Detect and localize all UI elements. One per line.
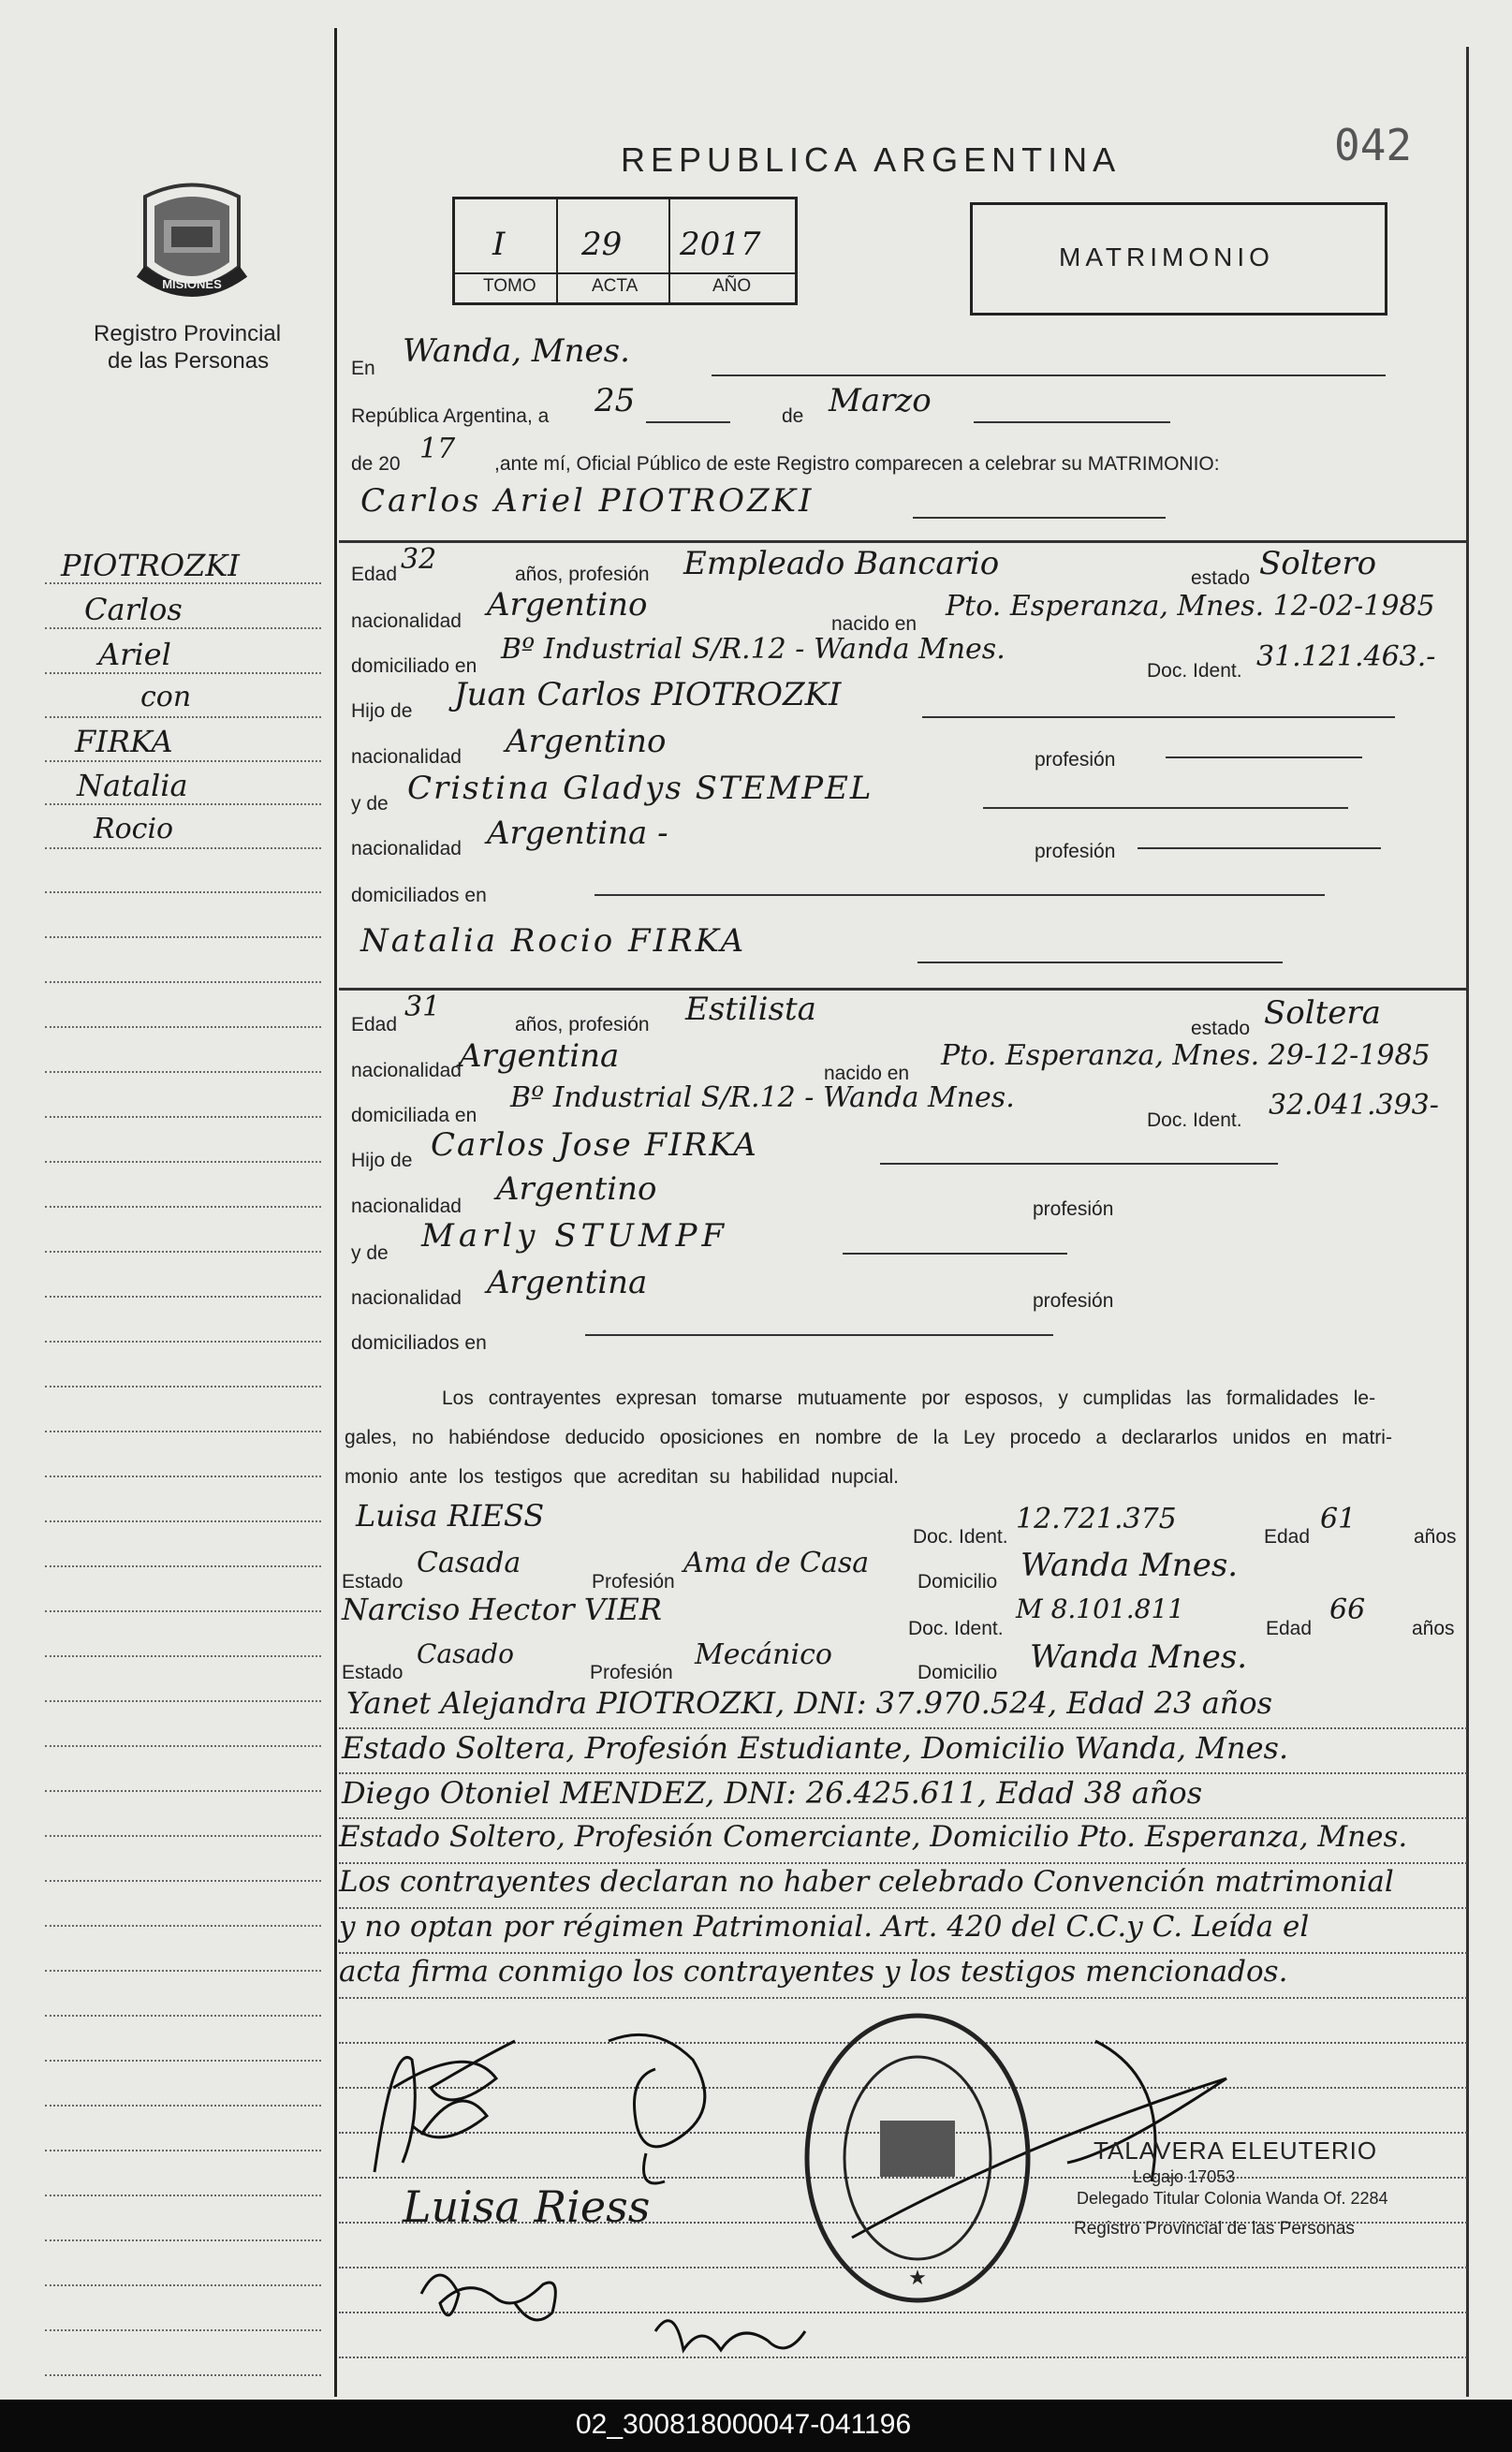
witness-1-profesion: Ama de Casa xyxy=(683,1547,870,1579)
witness-1-estado: Casada xyxy=(417,1547,521,1579)
margin-line xyxy=(45,716,321,718)
note-rule xyxy=(339,2357,1467,2358)
act-type-box xyxy=(970,202,1387,316)
witness-2-estado-label: Estado xyxy=(342,1662,404,1683)
bride-edad: 31 xyxy=(404,991,441,1023)
margin-line xyxy=(45,2374,321,2376)
margin-line xyxy=(45,2060,321,2062)
witness-2-doc-label: Doc. Ident. xyxy=(908,1618,1004,1639)
witness-1-estado-label: Estado xyxy=(342,1571,404,1593)
witness-1-doc-label: Doc. Ident. xyxy=(913,1526,1008,1548)
margin-line xyxy=(45,1026,321,1028)
witness-1-prof-label: Profesión xyxy=(592,1571,675,1593)
margin-line xyxy=(45,1206,321,1208)
margin-name-5: FIRKA xyxy=(75,724,173,759)
margin-line xyxy=(45,1745,321,1747)
place-line xyxy=(712,374,1386,376)
parents-dom-line xyxy=(595,894,1325,896)
groom-nac-label: nacionalidad xyxy=(351,610,462,632)
bride-nac-label: nacionalidad xyxy=(351,1060,462,1081)
note-rule xyxy=(339,1862,1467,1864)
bride-estado-label: estado xyxy=(1191,1018,1251,1039)
margin-line xyxy=(45,936,321,938)
margin-line xyxy=(45,1431,321,1432)
office-line-2: de las Personas xyxy=(108,348,270,374)
bride-yde-label: y de xyxy=(351,1242,389,1264)
margin-line xyxy=(45,2329,321,2331)
margin-line xyxy=(45,1835,321,1837)
bride-dom-label: domiciliada en xyxy=(351,1105,477,1126)
declaration-line-2: gales, no habiéndose deducido oposiciones en nombre de la Ley procedo a declararlos unidos en matri- xyxy=(345,1427,1392,1448)
groom-anos-prof: años, profesión xyxy=(515,564,650,585)
witness-1-domicilio: Wanda Mnes. xyxy=(1020,1547,1239,1584)
act-box xyxy=(452,197,798,305)
margin-line xyxy=(45,2015,321,2017)
bride-name-line xyxy=(917,962,1283,963)
groom-edad-label: Edad xyxy=(351,564,398,585)
country-title: REPUBLICA ARGENTINA xyxy=(621,140,1122,179)
month-value: Marzo xyxy=(829,382,932,419)
bride-mother: Marly STUMPF xyxy=(421,1217,729,1255)
note-rule xyxy=(339,1772,1467,1774)
bride-father-line xyxy=(880,1163,1278,1165)
month-line xyxy=(974,421,1170,423)
bride-parents-dom-line xyxy=(585,1334,1053,1336)
margin-line xyxy=(45,1476,321,1477)
margin-name-2: Carlos xyxy=(84,592,183,627)
margin-line xyxy=(45,1386,321,1388)
office-line-1: Registro Provincial xyxy=(94,321,282,346)
margin-line xyxy=(45,1161,321,1163)
tomo-value: I xyxy=(492,226,506,263)
groom-doc: 31.121.463.- xyxy=(1256,640,1436,673)
witness-2-estado: Casado xyxy=(417,1638,514,1669)
groom-mother: Cristina Gladys STEMPEL xyxy=(407,770,873,807)
father-prof-line xyxy=(1166,756,1362,758)
margin-line xyxy=(45,672,321,674)
note-rule xyxy=(339,1907,1467,1909)
groom-father: Juan Carlos PIOTROZKI xyxy=(454,676,842,713)
day-value: 25 xyxy=(595,382,636,419)
witness-2-doc: M 8.101.811 xyxy=(1016,1593,1185,1624)
groom-nacido-label: nacido en xyxy=(831,613,917,635)
bride-mother-line xyxy=(843,1253,1067,1255)
note-rule xyxy=(339,1952,1467,1954)
groom-estado: Soltero xyxy=(1259,545,1377,582)
groom-nac: Argentino xyxy=(487,586,648,624)
margin-line xyxy=(45,1700,321,1702)
groom-estado-label: estado xyxy=(1191,567,1251,589)
bride-anos-prof: años, profesión xyxy=(515,1014,650,1035)
provincial-seal xyxy=(136,178,248,304)
groom-dom: Bº Industrial S/R.12 - Wanda Mnes. xyxy=(501,633,1006,666)
margin-line xyxy=(45,1071,321,1073)
margin-line xyxy=(45,760,321,762)
margin-line xyxy=(45,1565,321,1567)
witness-2-edad-label: Edad xyxy=(1266,1618,1313,1639)
groom-hijo-label: Hijo de xyxy=(351,700,413,722)
groom-parents-dom-label: domiciliados en xyxy=(351,885,487,906)
groom-profesion: Empleado Bancario xyxy=(683,545,1000,582)
anio-value: 2017 xyxy=(680,226,761,263)
witness-1-doc: 12.721.375 xyxy=(1016,1503,1177,1535)
margin-line xyxy=(45,803,321,805)
section-divider xyxy=(339,988,1467,991)
year-prefix: de 20 xyxy=(351,453,401,475)
margin-line xyxy=(45,1655,321,1657)
note-line-7: acta firma conmigo los contrayentes y los testigos mencionados. xyxy=(339,1955,1288,1989)
stamp-role: Delegado Titular Colonia Wanda Of. 2284 xyxy=(1077,2189,1388,2208)
bride-signature xyxy=(580,2022,749,2200)
republica-label: República Argentina, a xyxy=(351,405,550,427)
margin-name-4: con xyxy=(140,681,192,713)
note-line-6: y no optan por régimen Patrimonial. Art. 420 del C.C.y C. Leída el xyxy=(339,1910,1310,1944)
declaration-line-3: monio ante los testigos que acreditan su habilidad nupcial. xyxy=(345,1466,900,1488)
official-seal xyxy=(800,2008,1035,2308)
groom-mother-prof-label: profesión xyxy=(1035,841,1116,862)
bride-dom: Bº Industrial S/R.12 - Wanda Mnes. xyxy=(510,1081,1015,1114)
bride-doc: 32.041.393- xyxy=(1269,1089,1439,1122)
groom-edad: 32 xyxy=(401,543,437,576)
note-rule xyxy=(339,1727,1467,1729)
margin-line xyxy=(45,1925,321,1927)
bride-profesion: Estilista xyxy=(685,991,816,1028)
stamp-legajo: Legajo 17053 xyxy=(1133,2167,1236,2186)
bride-mother-prof-label: profesión xyxy=(1033,1290,1114,1312)
note-rule xyxy=(339,1997,1467,1999)
groom-mother-nac: Argentina - xyxy=(487,815,668,852)
declaration-line-1: Los contrayentes expresan tomarse mutuamente por esposos, y cumplidas las formalidades le- xyxy=(442,1388,1376,1409)
year-value: 17 xyxy=(419,433,456,465)
bride-father-nac: Argentino xyxy=(496,1170,657,1208)
margin-line xyxy=(45,2284,321,2286)
bride-edad-label: Edad xyxy=(351,1014,398,1035)
margin-line xyxy=(45,2195,321,2196)
svg-text:MISIONES: MISIONES xyxy=(162,277,222,291)
section-divider xyxy=(339,540,1467,543)
svg-text:★: ★ xyxy=(908,2266,927,2289)
bride-mother-nac-label: nacionalidad xyxy=(351,1287,462,1309)
bride-father-prof-label: profesión xyxy=(1033,1198,1114,1220)
margin-line xyxy=(45,1520,321,1522)
witness-2-prof-label: Profesión xyxy=(590,1662,673,1683)
note-rule xyxy=(339,1817,1467,1819)
margin-line xyxy=(45,891,321,893)
tomo-label: TOMO xyxy=(483,276,536,296)
mother-prof-line xyxy=(1138,847,1381,849)
bride-father: Carlos Jose FIRKA xyxy=(431,1126,758,1164)
margin-name-7: Rocio xyxy=(94,813,174,845)
witness-2-edad: 66 xyxy=(1329,1593,1366,1626)
margin-name-1: PIOTROZKI xyxy=(61,548,240,583)
margin-line xyxy=(45,582,321,584)
margin-name-3: Ariel xyxy=(98,637,171,672)
groom-yde-label: y de xyxy=(351,793,389,815)
anio-label: AÑO xyxy=(712,276,752,296)
witness-2-dom-label: Domicilio xyxy=(917,1662,998,1683)
margin-line xyxy=(45,1341,321,1343)
groom-doc-label: Doc. Ident. xyxy=(1147,660,1242,682)
day-line xyxy=(646,421,730,423)
en-label: En xyxy=(351,358,375,379)
margin-name-6: Natalia xyxy=(77,768,188,803)
groom-nacido: Pto. Esperanza, Mnes. 12-02-1985 xyxy=(946,590,1435,623)
groom-father-prof-label: profesión xyxy=(1035,749,1116,771)
margin-line xyxy=(45,1296,321,1298)
footer-id: 02_300818000047-041196 xyxy=(576,2409,912,2440)
witness-1-edad: 61 xyxy=(1320,1503,1357,1535)
right-border xyxy=(1466,47,1469,2397)
bride-nacido-label: nacido en xyxy=(824,1063,910,1084)
witness-2-name: Narciso Hector VIER xyxy=(342,1592,662,1627)
witness-1-name: Luisa RIESS xyxy=(356,1498,545,1534)
groom-father-nac: Argentino xyxy=(506,723,667,760)
groom-signature xyxy=(356,2004,562,2191)
de-label: de xyxy=(782,405,804,427)
page-number: 042 xyxy=(1334,120,1413,170)
note-line-1: Yanet Alejandra PIOTROZKI, DNI: 37.970.524, Edad 23 años xyxy=(346,1685,1273,1721)
margin-line xyxy=(45,1610,321,1612)
bride-father-nac-label: nacionalidad xyxy=(351,1196,462,1217)
margin-line xyxy=(45,1790,321,1792)
witness-2-signature xyxy=(412,2247,599,2341)
groom-dom-label: domiciliado en xyxy=(351,655,477,677)
acta-label: ACTA xyxy=(592,276,639,296)
margin-line xyxy=(45,627,321,629)
note-line-2: Estado Soltera, Profesión Estudiante, Domicilio Wanda, Mnes. xyxy=(342,1730,1289,1766)
bride-mother-nac: Argentina xyxy=(487,1264,648,1301)
margin-line xyxy=(45,2239,321,2241)
bride-hijo-label: Hijo de xyxy=(351,1150,413,1171)
margin-line xyxy=(45,1970,321,1972)
note-line-4: Estado Soltero, Profesión Comerciante, Domicilio Pto. Esperanza, Mnes. xyxy=(339,1820,1408,1854)
bride-full-name: Natalia Rocio FIRKA xyxy=(360,922,747,960)
stamp-registry: Registro Provincial de las Personas xyxy=(1074,2219,1355,2239)
place-value: Wanda, Mnes. xyxy=(403,332,630,370)
witness-2-profesion: Mecánico xyxy=(695,1638,832,1671)
margin-line xyxy=(45,1880,321,1882)
margin-line xyxy=(45,847,321,849)
witness-1-anos-label: años xyxy=(1414,1526,1457,1548)
mother-line xyxy=(983,807,1348,809)
witness-2-anos-label: años xyxy=(1412,1618,1455,1639)
groom-name-line xyxy=(913,517,1166,519)
groom-father-nac-label: nacionalidad xyxy=(351,746,462,768)
witness-1-signature: Luisa Riess xyxy=(403,2181,651,2232)
groom-full-name: Carlos Ariel PIOTROZKI xyxy=(360,482,815,520)
witness-1-dom-label: Domicilio xyxy=(917,1571,998,1593)
footer-bar xyxy=(0,2400,1512,2452)
act-type: MATRIMONIO xyxy=(1059,242,1274,272)
bride-parents-dom-label: domiciliados en xyxy=(351,1332,487,1354)
acta-value: 29 xyxy=(581,226,623,263)
margin-line xyxy=(45,1116,321,1118)
note-line-5: Los contrayentes declaran no haber celebrado Convención matrimonial xyxy=(339,1865,1394,1899)
bride-estado: Soltera xyxy=(1264,994,1381,1032)
margin-divider xyxy=(334,28,337,2397)
margin-line xyxy=(45,981,321,983)
bride-doc-label: Doc. Ident. xyxy=(1147,1109,1242,1131)
intro-statement: ,ante mí, Oficial Público de este Registro comparecen a celebrar su MATRIMONIO: xyxy=(494,453,1220,475)
margin-line xyxy=(45,2105,321,2107)
note-line-3: Diego Otoniel MENDEZ, DNI: 26.425.611, Edad 38 años xyxy=(342,1775,1203,1811)
margin-line xyxy=(45,1251,321,1253)
groom-mother-nac-label: nacionalidad xyxy=(351,838,462,859)
witness-2-domicilio: Wanda Mnes. xyxy=(1030,1638,1248,1676)
witness-1-edad-label: Edad xyxy=(1264,1526,1311,1548)
father-line xyxy=(922,716,1395,718)
margin-line xyxy=(45,2150,321,2151)
stamp-name: TALAVERA ELEUTERIO xyxy=(1094,2136,1378,2165)
bride-nac: Argentina xyxy=(459,1037,620,1075)
bride-nacido: Pto. Esperanza, Mnes. 29-12-1985 xyxy=(941,1039,1431,1072)
